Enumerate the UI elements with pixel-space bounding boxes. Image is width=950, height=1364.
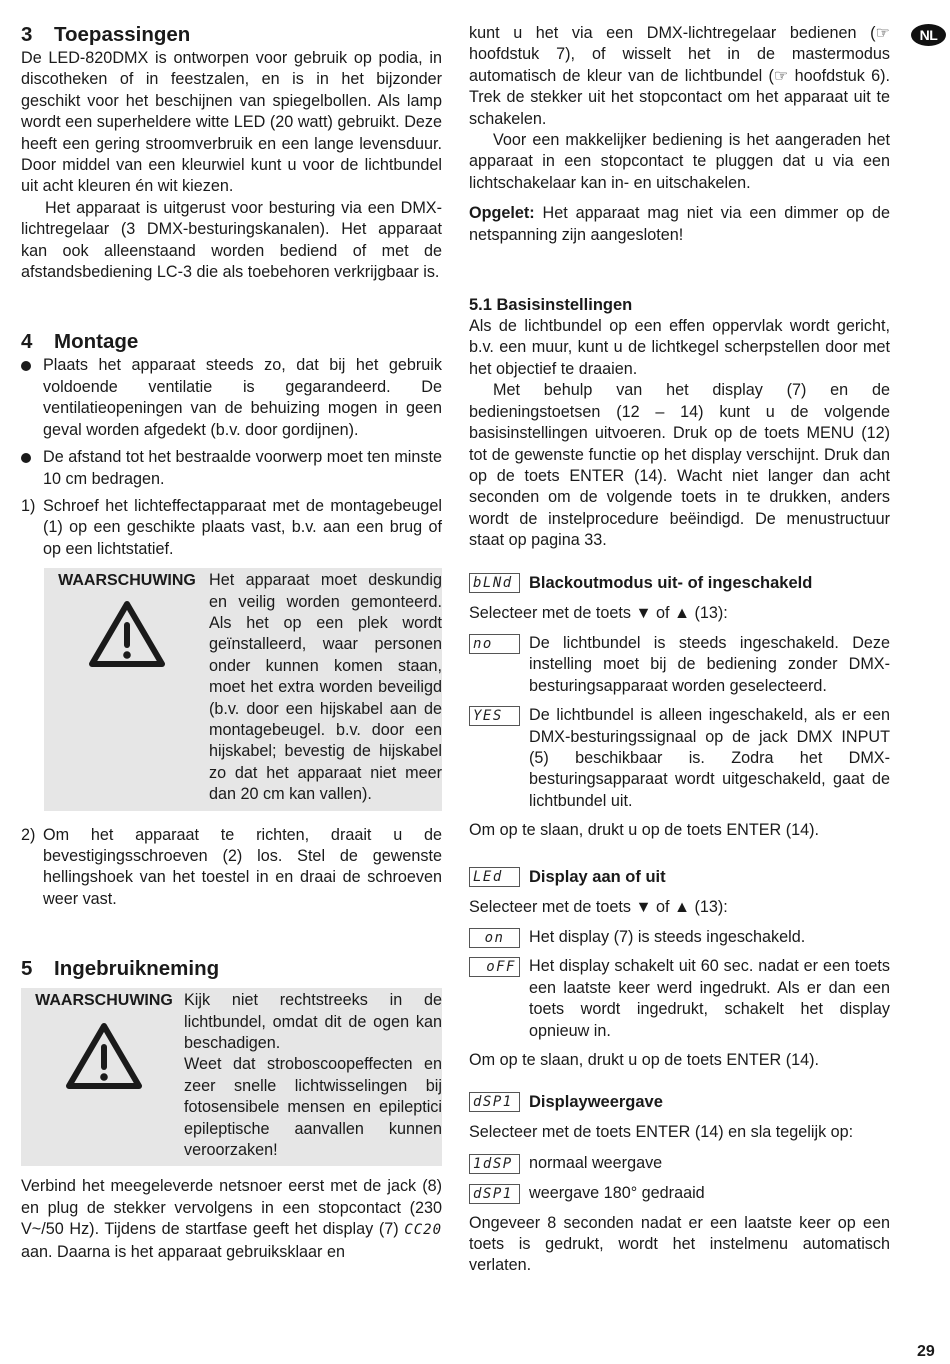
function-blackout-heading: bLNd Blackoutmodus uit- of ingeschakeld [469, 572, 890, 594]
section-5-1-paragraph-2: Met behulp van het display (7) en de bedieningstoetsen (12 – 14) kunt u de volgende basisinstellingen uitvoeren. Druk op de toets MENU (12) tot de gewenste functie op het display verschijnt. Druk dan op de toets ENTER (14). Wacht niet langer dan acht seconden om de volgende toets in te drukken, anders wordt de instelprocedure beëindigd. De menustructuur staat op pagina 33. [469, 381, 890, 550]
numbered-step: 2) Om het apparaat te richten, draait u de bevestigingsschroeven (2) los. Stel de gewenste hellingshoek van het toestel in en draai de schroeven weer vast. [21, 825, 442, 908]
lcd-code-dsp1-rotated: dSP1 [469, 1184, 520, 1204]
section-5-heading: 5 Ingebruikneming [21, 957, 220, 981]
warning-text: Het apparaat moet deskundig en veilig worden gemonteerd. Als het op een plek wordt geïnstalleerd, waar personen onder kunnen komen staan, moet het extra worden beveiligd (b.v. door een hijskabel aan de montagebeugel. b.v. door een hijskabel; bevestig de hijskabel zo dat het apparaat niet meer dan 20 cm kan vallen). [209, 571, 442, 804]
bullet-item: Plaats het apparaat steeds zo, dat bij het gebruik voldoende ventilatie is gegarandeerd. De ventilatieopeningen van de behuizing mogen in geen geval worden afgedekt (b.v. door gordijnen). [21, 355, 442, 441]
lcd-code-led: LEd [469, 867, 520, 887]
select-instruction: Selecteer met de toets ▼ of ▲ (13): [469, 897, 728, 916]
right-column [469, 0, 890, 1277]
display-code-cc20: CC20 [404, 1222, 442, 1239]
warning-title: WAARSCHUWING [58, 572, 196, 590]
continued-paragraph-1: kunt u het via een DMX-lichtregelaar bedienen (☞ hoofdstuk 7), of wisselt het in de mastermodus automatisch de kleur van de lichtbundel (☞ hoofdstuk 6). Trek de stekker uit het stopcontact om het apparaat uit te schakelen. [469, 24, 890, 128]
page-number: 29 [917, 1343, 935, 1360]
section-5-paragraph-1: Verbind het meegeleverde netsnoer eerst met de jack (8) en plug de stekker vervolgens in een stopcontact (230 V~/50 Hz). Tijdens de startfase geeft het display (7) CC20 aan. Daarna is het apparaat gebruiksklaar en [21, 1177, 442, 1261]
option-row-off: oFF Het display schakelt uit 60 sec. nadat er een toets een laatste keer werd ingedrukt. Als er dan een toets wordt ingedrukt, schakelt het display opnieuw in. [469, 956, 890, 1042]
numbered-step: 1) Schroef het lichteffectapparaat met de montagebeugel (1) op een geschikte plaats vast, b.v. aan een brug of op een lichtstatief. [21, 496, 442, 558]
language-badge: NL [911, 24, 946, 46]
bullet-item: De afstand tot het bestraalde voorwerp moet ten minste 10 cm bedragen. [21, 447, 442, 490]
lcd-code-dsp1: dSP1 [469, 1092, 520, 1112]
section-3-paragraph-1: De LED-820DMX is ontworpen voor gebruik op podia, in discotheken of in feestzalen, en is in het bijzonder geschikt voor het beschijnen van spiegelbollen. Als lamp wordt een superheldere witte LED (20 watt) gebruikt. Deze heeft een gering stroomverbruik en een lange levensduur. Door middel van een kleurwiel kunt u voor de lichtbundel uit acht kleuren én wit kiezen. [21, 49, 442, 196]
warning-triangle-icon [66, 1022, 142, 1090]
lcd-code-on: on [469, 928, 520, 948]
function-display-onoff-heading: LEd Display aan of uit [469, 866, 890, 888]
option-row-rotated: dSP1 weergave 180° gedraaid [469, 1183, 890, 1204]
warning-box-eyes [21, 988, 442, 1166]
option-row-no: no De lichtbundel is steeds ingeschakeld. Deze instelling moet bij de bediening zonder DMX-besturingsapparaat worden geselecteerd. [469, 633, 890, 697]
section-5-1-heading: 5.1 Basisinstellingen [469, 296, 633, 315]
warning-text-1: Kijk niet rechtstreeks in de lichtbundel, omdat dit de ogen kan beschadigen. [184, 991, 442, 1053]
warning-triangle-icon [89, 600, 165, 668]
left-column [21, 0, 442, 1263]
select-instruction: Selecteer met de toets ENTER (14) en sla tegelijk op: [469, 1123, 854, 1142]
caution-label: Opgelet: [469, 204, 535, 223]
bullet-icon [21, 453, 31, 463]
save-instruction: Om op te slaan, drukt u op de toets ENTER (14). [469, 1051, 819, 1070]
lcd-code-blnd: bLNd [469, 573, 520, 593]
lcd-code-no: no [469, 634, 520, 654]
option-row-yes: YES De lichtbundel is alleen ingeschakeld, als er een DMX-besturingssignaal op de jack DMX INPUT (5) beschikbaar is. Zodra het DMX-besturingsapparaat wordt uitgeschakeld, gaat de lichtbundel uit. [469, 705, 890, 812]
section-3-heading: 3 Toepassingen [21, 23, 191, 46]
warning-box-mounting [44, 568, 442, 810]
function-display-view-heading: dSP1 Displayweergave [469, 1091, 890, 1113]
closing-paragraph: Ongeveer 8 seconden nadat er een laatste keer op een toets is gedrukt, wordt het instelmenu automatisch verlaten. [469, 1213, 890, 1275]
warning-text-2: Weet dat stroboscoopeffecten en zeer snelle lichtwisselingen bij fotosensibele mensen en epileptici epileptische aanvallen kunnen veroorzaken! [184, 1055, 442, 1160]
lcd-code-yes: YES [469, 706, 520, 726]
select-instruction: Selecteer met de toets ▼ of ▲ (13): [469, 603, 728, 622]
section-3-paragraph-2: Het apparaat is uitgerust voor besturing via een DMX-lichtregelaar (3 DMX-besturingskanalen). Het apparaat kan ook alleenstaand worden bediend of met de afstandsbediening LC-3 die als toebehoren verkrijgbaar is. [21, 198, 442, 282]
option-row-on: on Het display (7) is steeds ingeschakeld. [469, 927, 890, 948]
caution-note: Opgelet: Het apparaat mag niet via een dimmer op de netspanning zijn aangesloten! [469, 204, 890, 244]
option-row-normal: 1dSP normaal weergave [469, 1153, 890, 1174]
warning-title: WAARSCHUWING [35, 992, 173, 1010]
continued-paragraph-2: Voor een makkelijker bediening is het aangeraden het apparaat in een stopcontact te pluggen dat u via een lichtschakelaar kan in- en uitschakelen. [469, 131, 890, 192]
section-5-1-paragraph-1: Als de lichtbundel op een effen oppervlak wordt gericht, b.v. een muur, kunt u de lichtkegel scherpstellen door met het objectief te draaien. [469, 317, 890, 378]
section-4-heading: 4 Montage [21, 330, 139, 354]
lcd-code-off: oFF [469, 957, 520, 977]
bullet-icon [21, 361, 31, 371]
lcd-code-1dsp: 1dSP [469, 1154, 520, 1174]
save-instruction: Om op te slaan, drukt u op de toets ENTER (14). [469, 821, 819, 840]
